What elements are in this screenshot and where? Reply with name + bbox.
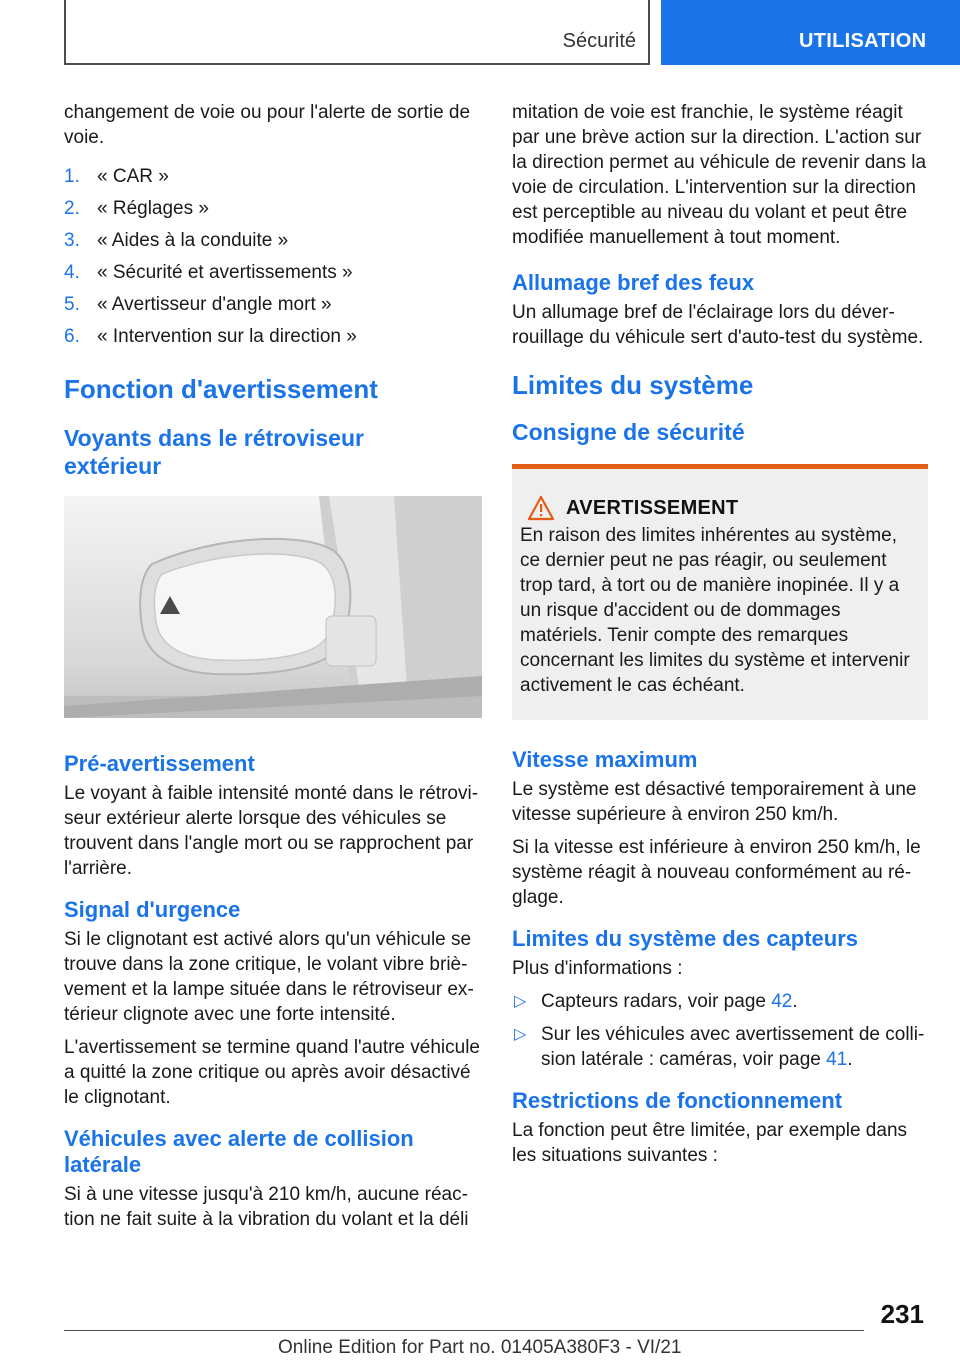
heading-voyants: Voyants dans le rétroviseur extérieur xyxy=(64,425,364,479)
footer-divider xyxy=(64,1330,864,1331)
intro-text: changement de voie ou pour l'alerte de sortie de voie. xyxy=(64,102,471,148)
signal-text-2: L'avertissement se termine quand l'autre véhicule a quitté la zone critique ou après avoir désactivé le clignotant. xyxy=(64,1037,480,1108)
vitesse-text-1: Le système est désactivé temporairement à une vitesse supérieure à environ 250 km/h. xyxy=(512,779,917,825)
step-number: 5. xyxy=(64,294,80,315)
warning-text: En raison des limites inhérentes au système, ce dernier peut ne pas réagir, ou seulement trop tard, à tort ou de manière inopinée. Il y a un risque d'accident ou de dommages matériels. Tenir compte des remarques concernant les limites du système et intervenir activement le cas échéant. xyxy=(520,525,910,696)
heading-pre-avertissement: Pré-avertissement xyxy=(64,751,255,776)
section-title: Sécurité xyxy=(562,30,636,52)
bullet-end: . xyxy=(847,1049,853,1070)
vitesse-text-2: Si la vitesse est inférieure à environ 250 km/h, le système réagit à nouveau conformément au réglage. xyxy=(512,837,921,908)
bullet-text: Sur les véhicules avec avertissement de collision latérale : caméras, voir page xyxy=(541,1024,925,1070)
step-label: « CAR » xyxy=(97,166,169,187)
bullet-text: Capteurs radars, voir page xyxy=(541,991,772,1012)
capteurs-list xyxy=(512,989,930,1072)
allumage-text: Un allumage bref de l'éclairage lors du déverrouillage du véhicule sert d'auto-test du système. xyxy=(512,302,924,348)
list-item xyxy=(512,989,930,1014)
step-number: 2. xyxy=(64,198,80,219)
chapter-tab[interactable] xyxy=(661,0,960,65)
step-label: « Aides à la conduite » xyxy=(97,230,289,251)
step-number: 1. xyxy=(64,166,80,187)
page-link-41[interactable]: 41 xyxy=(826,1049,848,1070)
vehicules-text: Si à une vitesse jusqu'à 210 km/h, aucune réaction ne fait suite à la vibration du volant et la déli xyxy=(64,1184,469,1230)
step-item xyxy=(64,164,482,189)
heading-allumage: Allumage bref des feux xyxy=(512,270,755,295)
step-number: 6. xyxy=(64,326,80,347)
step-label: « Intervention sur la direction » xyxy=(97,326,357,347)
warning-box xyxy=(512,464,928,720)
step-label: « Sécurité et avertissements » xyxy=(97,262,353,283)
bullet-triangle-icon: ▷ xyxy=(514,993,527,1010)
heading-capteurs: Limites du système des capteurs xyxy=(512,926,859,951)
step-item xyxy=(64,292,482,317)
bullet-end: . xyxy=(792,991,798,1012)
capteurs-text: Plus d'informations : xyxy=(512,958,683,979)
header-frame xyxy=(64,0,650,65)
step-label: « Avertisseur d'angle mort » xyxy=(97,294,332,315)
heading-fonction: Fonction d'avertissement xyxy=(64,374,378,404)
chapter-tab-label: UTILISATION xyxy=(799,30,927,52)
bullet-triangle-icon: ▷ xyxy=(514,1026,527,1043)
heading-vehicules: Véhicules avec alerte de collision latérale xyxy=(64,1126,414,1177)
left-column xyxy=(64,100,482,1240)
step-item xyxy=(64,196,482,221)
heading-restrictions: Restrictions de fonctionnement xyxy=(512,1088,843,1113)
heading-consigne: Consigne de sécurité xyxy=(512,419,745,445)
continued-text: mitation de voie est franchie, le système réagit par une brève action sur la direction. L'action sur la direction permet au véhicule de revenir dans la voie de circulation. L'intervention sur la direction est perceptible au niveau du volant et peut être modifiée manuellement à tout moment. xyxy=(512,102,927,248)
warning-title: AVERTISSEMENT xyxy=(566,496,739,519)
footer-edition: Online Edition for Part no. 01405A380F3 - VI/21 xyxy=(278,1337,682,1358)
heading-vitesse: Vitesse maximum xyxy=(512,747,698,772)
restrictions-text: La fonction peut être limitée, par exemple dans les situations suivantes : xyxy=(512,1120,908,1166)
step-item xyxy=(64,228,482,253)
step-item xyxy=(64,260,482,285)
warning-header xyxy=(520,495,920,521)
pre-avertissement-text: Le voyant à faible intensité monté dans le rétroviseur extérieur alerte lorsque des véhicules se trouvent dans l'angle mort ou se rapprochent par l'arrière. xyxy=(64,783,479,879)
menu-steps-list xyxy=(64,164,482,349)
page-number: 231 xyxy=(880,1299,924,1329)
list-item xyxy=(512,1022,930,1072)
warning-triangle-icon xyxy=(528,495,554,521)
mirror-image xyxy=(64,496,482,718)
page-link-42[interactable]: 42 xyxy=(771,991,793,1012)
step-number: 4. xyxy=(64,262,80,283)
heading-limites: Limites du système xyxy=(512,370,754,400)
mirror-illustration xyxy=(64,496,482,718)
step-number: 3. xyxy=(64,230,80,251)
step-label: « Réglages » xyxy=(97,198,209,219)
heading-signal: Signal d'urgence xyxy=(64,897,241,922)
step-item xyxy=(64,324,482,349)
right-column xyxy=(512,100,930,1176)
signal-text-1: Si le clignotant est activé alors qu'un véhicule se trouve dans la zone critique, le volant vibre brièvement et la lampe située dans le rétroviseur extérieur clignote avec une forte intensité. xyxy=(64,929,474,1025)
